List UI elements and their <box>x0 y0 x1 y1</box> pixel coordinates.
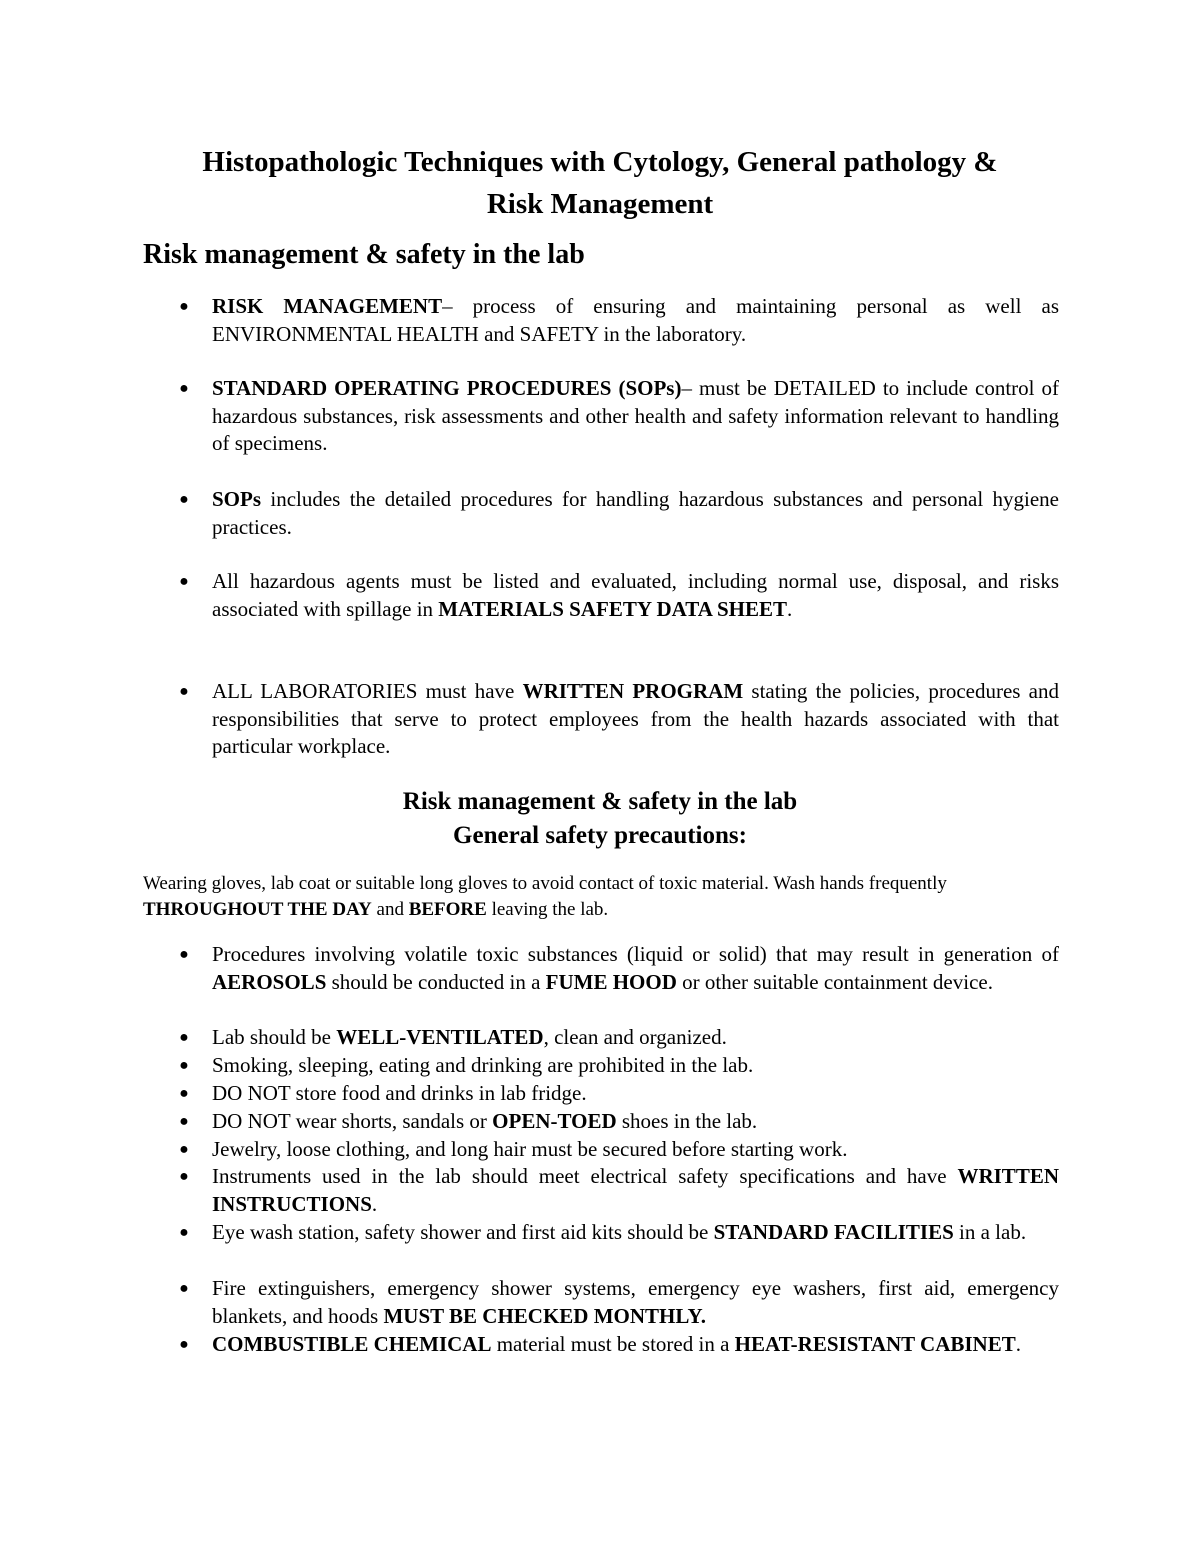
section-heading-general-safety: General safety precautions: <box>453 822 747 849</box>
intro-text: and <box>371 899 409 920</box>
list-item <box>179 1219 1059 1247</box>
item-text: . <box>787 596 793 621</box>
bullet-icon: ● <box>179 1336 189 1353</box>
item-text: material must be stored in a <box>491 1332 735 1356</box>
item-text: Instruments used in the lab should meet electrical safety specifications and have <box>212 1164 958 1188</box>
bullet-icon: ● <box>179 683 189 700</box>
item-text: , clean and organized. <box>543 1025 727 1049</box>
item-text: ALL LABORATORIES must have <box>212 679 523 703</box>
list-item <box>179 941 1059 996</box>
item-bold-text: WELL-VENTILATED <box>336 1025 544 1049</box>
item-text: or other suitable containment device. <box>676 969 993 994</box>
item-bold-text: AEROSOLS <box>212 969 327 994</box>
document-title-line-2: Risk Management <box>486 188 714 220</box>
list-item <box>179 1052 1059 1080</box>
bullet-icon: ● <box>179 491 189 508</box>
item-text: Procedures involving volatile toxic substances (liquid or solid) that may result in generation of <box>212 942 1059 966</box>
item-bold-text: OPEN-TOED <box>492 1109 617 1133</box>
item-bold-text: SOPs <box>212 487 262 511</box>
list-item <box>179 568 1059 623</box>
item-text: DO NOT store food and drinks in lab fridge. <box>212 1081 587 1105</box>
item-text: shoes in the lab. <box>616 1109 758 1133</box>
item-text: DO NOT wear shorts, sandals or <box>212 1109 493 1133</box>
document-title <box>140 141 1060 225</box>
section-heading-risk-management: Risk management & safety in the lab <box>143 239 585 270</box>
item-text: – process of ensuring and maintaining personal as well as ENVIRONMENTAL HEALTH and SAFETY in the laboratory. <box>212 294 1059 346</box>
intro-bold-text: BEFORE <box>408 899 487 920</box>
item-bold-text: STANDARD FACILITIES <box>713 1220 954 1244</box>
document-title-line-1: Histopathologic Techniques with Cytology, General pathology & <box>202 146 998 178</box>
list-item <box>179 1108 1059 1136</box>
bullet-icon: ● <box>179 380 189 397</box>
bullet-icon: ● <box>179 573 189 590</box>
bullet-icon: ● <box>179 1280 189 1297</box>
intro-text: leaving the lab. <box>486 899 609 920</box>
bullet-icon: ● <box>179 1224 189 1241</box>
intro-text: Wearing gloves, lab coat or suitable long gloves to avoid contact of toxic material. Wash hands frequently <box>143 873 947 894</box>
item-text: in a lab. <box>953 1220 1027 1244</box>
item-text: – must be DETAILED to include control of hazardous substances, risk assessments and other health and safety information relevant to handling of specimens. <box>212 376 1059 455</box>
intro-bold-text: THROUGHOUT THE DAY <box>143 899 372 920</box>
bullet-icon: ● <box>179 1141 189 1158</box>
item-bold-text: WRITTEN INSTRUCTIONS <box>212 1164 1059 1216</box>
list-item <box>179 1275 1059 1330</box>
list-item <box>179 1024 1059 1052</box>
item-text: Fire extinguishers, emergency shower systems, emergency eye washers, first aid, emergency blankets, and hoods <box>212 1276 1059 1328</box>
bullet-icon: ● <box>179 1113 189 1130</box>
item-bold-text: MATERIALS SAFETY DATA SHEET <box>438 596 788 621</box>
bullet-icon: ● <box>179 1057 189 1074</box>
item-bold-text: HEAT-RESISTANT CABINET <box>734 1332 1016 1356</box>
bullet-icon: ● <box>179 946 189 963</box>
item-text: . <box>371 1191 378 1216</box>
item-text: Jewelry, loose clothing, and long hair must be secured before starting work. <box>212 1137 848 1161</box>
item-text: Smoking, sleeping, eating and drinking are prohibited in the lab. <box>212 1053 754 1077</box>
bullet-icon: ● <box>179 1168 189 1185</box>
section-heading-risk-management-2: Risk management & safety in the lab <box>402 788 798 815</box>
item-text: should be conducted in a <box>326 969 546 994</box>
list-item <box>179 293 1059 348</box>
item-text: Eye wash station, safety shower and first aid kits should be <box>212 1220 714 1244</box>
item-text: All hazardous agents must be listed and evaluated, including normal use, disposal, and risks associated with spillage in <box>212 569 1059 621</box>
safety-intro-paragraph <box>143 871 1073 923</box>
list-item <box>179 678 1059 761</box>
item-bold-text: FUME HOOD <box>545 969 677 994</box>
item-text: stating the policies, procedures and responsibilities that serve to protect employees from the health hazards associated with that particular workplace. <box>212 679 1059 758</box>
item-bold-text: WRITTEN PROGRAM <box>522 679 744 703</box>
bullet-icon: ● <box>179 1085 189 1102</box>
item-text: Lab should be <box>212 1025 337 1049</box>
item-text: includes the detailed procedures for handling hazardous substances and personal hygiene practices. <box>212 487 1059 539</box>
list-item <box>179 1136 1059 1164</box>
item-bold-text: MUST BE CHECKED MONTHLY. <box>383 1303 706 1328</box>
list-item <box>179 486 1059 541</box>
list-item <box>179 375 1059 458</box>
item-text: . <box>1015 1332 1021 1356</box>
bullet-icon: ● <box>179 298 189 315</box>
list-item <box>179 1163 1059 1218</box>
item-bold-text: RISK MANAGEMENT <box>212 294 443 318</box>
item-bold-text: COMBUSTIBLE CHEMICAL <box>212 1332 492 1356</box>
list-item <box>179 1331 1059 1359</box>
item-bold-text: STANDARD OPERATING PROCEDURES (SOPs) <box>212 376 682 400</box>
list-item <box>179 1080 1059 1108</box>
bullet-icon: ● <box>179 1029 189 1046</box>
